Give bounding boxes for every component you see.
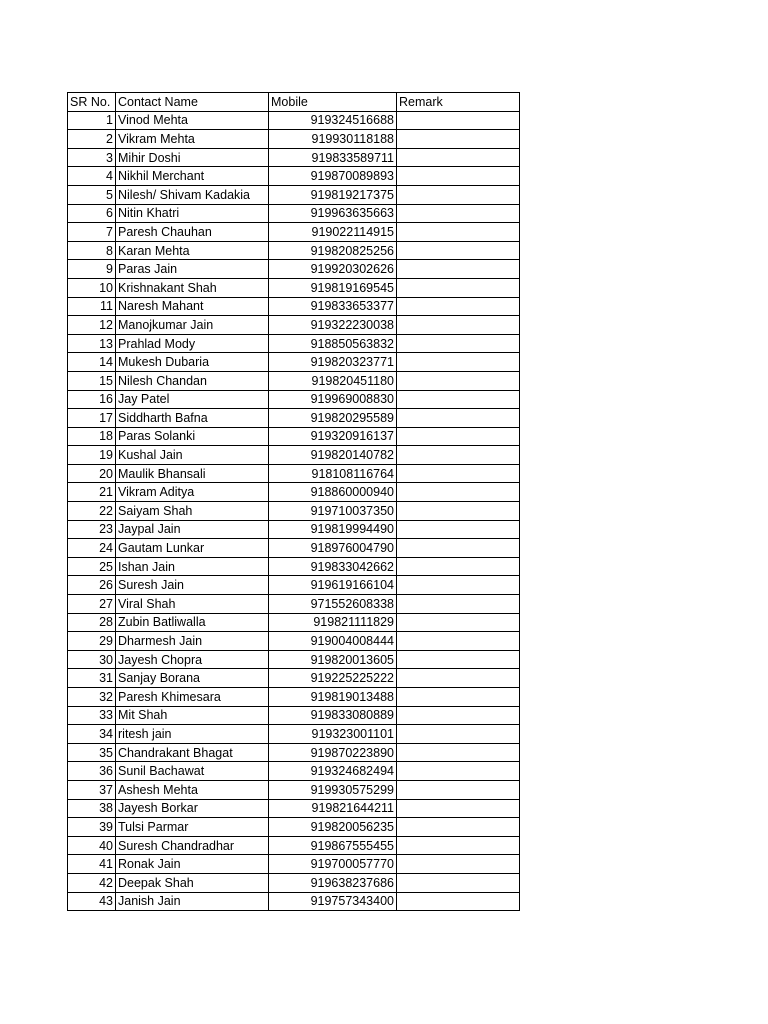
mobile-cell: 919322230038 [269,316,397,335]
mobile-cell: 919619166104 [269,576,397,595]
table-row [68,502,520,521]
remark-cell [397,185,520,204]
remark-cell [397,669,520,688]
remark-cell [397,688,520,707]
mobile-cell: 919820825256 [269,241,397,260]
mobile-cell: 919867555455 [269,836,397,855]
contact-name-cell: Gautam Lunkar [116,539,269,558]
table-row [68,427,520,446]
mobile-cell: 919920302626 [269,260,397,279]
contact-name-cell: Mit Shah [116,706,269,725]
contact-rows [68,111,520,911]
mobile-cell: 919324682494 [269,762,397,781]
mobile-cell: 919819217375 [269,185,397,204]
table-row [68,855,520,874]
remark-cell [397,650,520,669]
table-row [68,725,520,744]
contacts-table [67,92,520,911]
sr-no-cell: 29 [68,632,116,651]
sr-no-cell: 12 [68,316,116,335]
mobile-cell: 919819994490 [269,520,397,539]
contact-name-cell: Suresh Chandradhar [116,836,269,855]
remark-cell [397,167,520,186]
mobile-cell: 919700057770 [269,855,397,874]
table-row [68,576,520,595]
remark-cell [397,427,520,446]
contact-name-cell: Vikram Aditya [116,483,269,502]
remark-cell [397,706,520,725]
sr-no-cell: 30 [68,650,116,669]
table-row [68,241,520,260]
contact-name-cell: Prahlad Mody [116,334,269,353]
contact-name-cell: Ronak Jain [116,855,269,874]
mobile-cell: 919870089893 [269,167,397,186]
sr-no-cell: 34 [68,725,116,744]
contact-name-cell: Nitin Khatri [116,204,269,223]
contact-name-cell: Ashesh Mehta [116,780,269,799]
contact-sheet [67,92,519,911]
remark-cell [397,557,520,576]
mobile-cell: 918850563832 [269,334,397,353]
table-row [68,520,520,539]
mobile-cell: 919819169545 [269,278,397,297]
table-row [68,297,520,316]
contact-name-cell: Paresh Chauhan [116,223,269,242]
sr-no-cell: 4 [68,167,116,186]
mobile-cell: 919930575299 [269,780,397,799]
sr-no-cell: 42 [68,873,116,892]
mobile-cell: 919833653377 [269,297,397,316]
remark-cell [397,223,520,242]
contact-name-cell: Jayesh Borkar [116,799,269,818]
remark-cell [397,818,520,837]
table-row [68,185,520,204]
contact-name-cell: Deepak Shah [116,873,269,892]
sr-no-cell: 3 [68,148,116,167]
mobile-cell: 919833042662 [269,557,397,576]
header-mobile: Mobile [269,93,397,112]
remark-cell [397,595,520,614]
contact-name-cell: Paras Solanki [116,427,269,446]
remark-cell [397,873,520,892]
sr-no-cell: 8 [68,241,116,260]
mobile-cell: 919320916137 [269,427,397,446]
table-row [68,446,520,465]
sr-no-cell: 16 [68,390,116,409]
sr-no-cell: 33 [68,706,116,725]
mobile-cell: 919323001101 [269,725,397,744]
table-row [68,167,520,186]
sr-no-cell: 27 [68,595,116,614]
contact-name-cell: Maulik Bhansali [116,464,269,483]
sr-no-cell: 7 [68,223,116,242]
sr-no-cell: 17 [68,409,116,428]
mobile-cell: 918108116764 [269,464,397,483]
sr-no-cell: 13 [68,334,116,353]
contact-name-cell: Sunil Bachawat [116,762,269,781]
sr-no-cell: 38 [68,799,116,818]
sr-no-cell: 1 [68,111,116,130]
sr-no-cell: 6 [68,204,116,223]
remark-cell [397,241,520,260]
remark-cell [397,353,520,372]
contact-name-cell: Janish Jain [116,892,269,911]
remark-cell [397,539,520,558]
sr-no-cell: 14 [68,353,116,372]
remark-cell [397,464,520,483]
contact-name-cell: Nilesh Chandan [116,371,269,390]
table-row [68,743,520,762]
mobile-cell: 919820295589 [269,409,397,428]
remark-cell [397,780,520,799]
remark-cell [397,502,520,521]
contact-name-cell: Sanjay Borana [116,669,269,688]
contact-name-cell: Suresh Jain [116,576,269,595]
remark-cell [397,613,520,632]
remark-cell [397,520,520,539]
mobile-cell: 919820140782 [269,446,397,465]
mobile-cell: 919638237686 [269,873,397,892]
mobile-cell: 919963635663 [269,204,397,223]
contact-name-cell: Paresh Khimesara [116,688,269,707]
mobile-cell: 919821111829 [269,613,397,632]
remark-cell [397,446,520,465]
table-row [68,371,520,390]
mobile-cell: 919324516688 [269,111,397,130]
table-row [68,780,520,799]
remark-cell [397,278,520,297]
contact-name-cell: Chandrakant Bhagat [116,743,269,762]
mobile-cell: 919969008830 [269,390,397,409]
contact-name-cell: Tulsi Parmar [116,818,269,837]
remark-cell [397,371,520,390]
sr-no-cell: 35 [68,743,116,762]
header-remark: Remark [397,93,520,112]
contact-name-cell: Siddharth Bafna [116,409,269,428]
header-sr-no: SR No. [68,93,116,112]
sr-no-cell: 41 [68,855,116,874]
contact-name-cell: Saiyam Shah [116,502,269,521]
header-contact-name: Contact Name [116,93,269,112]
mobile-cell: 919710037350 [269,502,397,521]
mobile-cell: 918976004790 [269,539,397,558]
sr-no-cell: 43 [68,892,116,911]
mobile-cell: 919820056235 [269,818,397,837]
remark-cell [397,743,520,762]
contact-name-cell: Dharmesh Jain [116,632,269,651]
table-row [68,334,520,353]
sr-no-cell: 20 [68,464,116,483]
sr-no-cell: 15 [68,371,116,390]
sr-no-cell: 23 [68,520,116,539]
mobile-cell: 919820013605 [269,650,397,669]
mobile-cell: 919225225222 [269,669,397,688]
sr-no-cell: 22 [68,502,116,521]
table-row [68,278,520,297]
table-row [68,892,520,911]
remark-cell [397,260,520,279]
table-row [68,632,520,651]
sr-no-cell: 11 [68,297,116,316]
mobile-cell: 919022114915 [269,223,397,242]
remark-cell [397,576,520,595]
contact-name-cell: Paras Jain [116,260,269,279]
sr-no-cell: 37 [68,780,116,799]
table-row [68,613,520,632]
mobile-cell: 919930118188 [269,130,397,149]
remark-cell [397,762,520,781]
table-row [68,204,520,223]
table-row [68,873,520,892]
remark-cell [397,632,520,651]
contact-name-cell: Jaypal Jain [116,520,269,539]
contact-name-cell: Nikhil Merchant [116,167,269,186]
header-row [68,93,520,112]
table-row [68,539,520,558]
table-row [68,688,520,707]
table-row [68,483,520,502]
sr-no-cell: 25 [68,557,116,576]
remark-cell [397,316,520,335]
table-row [68,316,520,335]
remark-cell [397,390,520,409]
mobile-cell: 918860000940 [269,483,397,502]
sr-no-cell: 2 [68,130,116,149]
table-row [68,148,520,167]
contact-name-cell: Zubin Batliwalla [116,613,269,632]
remark-cell [397,111,520,130]
sr-no-cell: 18 [68,427,116,446]
mobile-cell: 919833080889 [269,706,397,725]
sr-no-cell: 10 [68,278,116,297]
remark-cell [397,409,520,428]
mobile-cell: 919820323771 [269,353,397,372]
contact-name-cell: Vinod Mehta [116,111,269,130]
contact-name-cell: Nilesh/ Shivam Kadakia [116,185,269,204]
contact-name-cell: Viral Shah [116,595,269,614]
remark-cell [397,892,520,911]
contact-name-cell: Manojkumar Jain [116,316,269,335]
contact-name-cell: Mihir Doshi [116,148,269,167]
mobile-cell: 919820451180 [269,371,397,390]
table-row [68,260,520,279]
mobile-cell: 971552608338 [269,595,397,614]
table-row [68,464,520,483]
remark-cell [397,725,520,744]
table-row [68,669,520,688]
table-row [68,130,520,149]
sr-no-cell: 32 [68,688,116,707]
contact-name-cell: Mukesh Dubaria [116,353,269,372]
remark-cell [397,130,520,149]
remark-cell [397,334,520,353]
table-row [68,409,520,428]
table-row [68,223,520,242]
sr-no-cell: 9 [68,260,116,279]
remark-cell [397,297,520,316]
remark-cell [397,204,520,223]
sr-no-cell: 39 [68,818,116,837]
table-row [68,390,520,409]
table-row [68,650,520,669]
table-row [68,595,520,614]
mobile-cell: 919833589711 [269,148,397,167]
sr-no-cell: 26 [68,576,116,595]
remark-cell [397,855,520,874]
table-row [68,557,520,576]
table-row [68,836,520,855]
sr-no-cell: 28 [68,613,116,632]
mobile-cell: 919821644211 [269,799,397,818]
remark-cell [397,799,520,818]
contact-name-cell: Jay Patel [116,390,269,409]
table-row [68,353,520,372]
sr-no-cell: 31 [68,669,116,688]
table-row [68,762,520,781]
table-row [68,111,520,130]
contact-name-cell: Karan Mehta [116,241,269,260]
table-row [68,706,520,725]
contact-name-cell: Ishan Jain [116,557,269,576]
contact-name-cell: Naresh Mahant [116,297,269,316]
sr-no-cell: 24 [68,539,116,558]
contact-name-cell: Krishnakant Shah [116,278,269,297]
contact-name-cell: ritesh jain [116,725,269,744]
sr-no-cell: 21 [68,483,116,502]
remark-cell [397,483,520,502]
sr-no-cell: 40 [68,836,116,855]
mobile-cell: 919757343400 [269,892,397,911]
mobile-cell: 919819013488 [269,688,397,707]
mobile-cell: 919870223890 [269,743,397,762]
sr-no-cell: 36 [68,762,116,781]
contact-name-cell: Kushal Jain [116,446,269,465]
sr-no-cell: 19 [68,446,116,465]
remark-cell [397,148,520,167]
contact-name-cell: Vikram Mehta [116,130,269,149]
remark-cell [397,836,520,855]
table-row [68,799,520,818]
sr-no-cell: 5 [68,185,116,204]
mobile-cell: 919004008444 [269,632,397,651]
table-row [68,818,520,837]
contact-name-cell: Jayesh Chopra [116,650,269,669]
